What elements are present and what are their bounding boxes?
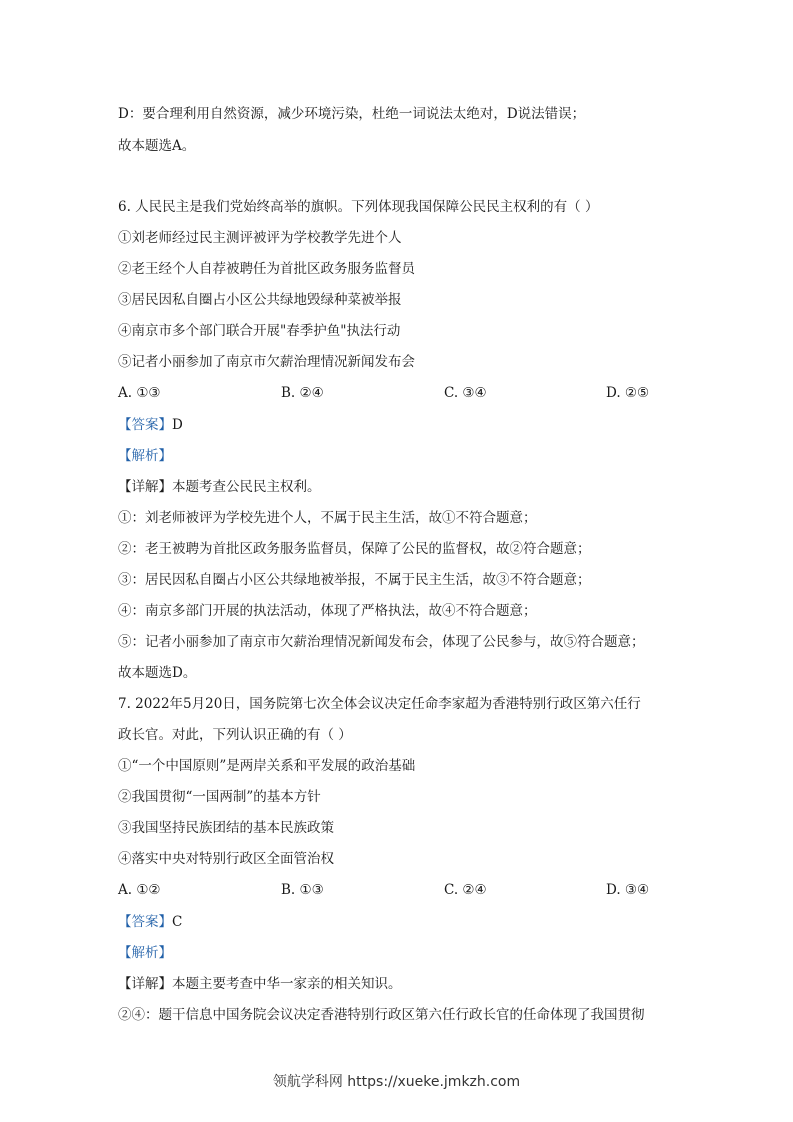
question-6-explanation-4: ④：南京多部门开展的执法活动，体现了严格执法，故④不符合题意；: [118, 603, 537, 619]
option-c: C. ③④: [444, 385, 487, 401]
detail-intro: 本题主要考查中华一家亲的相关知识。: [172, 976, 402, 992]
option-b: B. ②④: [281, 385, 324, 401]
conclusion-line: 故本题选A。: [118, 138, 196, 154]
question-6-analysis-tag: [118, 446, 713, 466]
question-6-item-4: ④南京市多个部门联合开展"春季护鱼"执法行动: [118, 323, 401, 339]
analysis-tag: 【解析】: [118, 448, 172, 464]
analysis-tag: 【解析】: [118, 945, 172, 961]
option-d-explanation: D：要合理利用自然资源，减少环境污染，杜绝一词说法太绝对，D说法错误；: [118, 106, 586, 122]
question-6-explanation-2: ②：老王被聘为首批区政务服务监督员，保障了公民的监督权，故②符合题意；: [118, 541, 591, 557]
question-7-item-1: ①“一个中国原则”是两岸关系和平发展的政治基础: [118, 758, 416, 774]
question-6-item-1: ①刘老师经过民主测评被评为学校教学先进个人: [118, 230, 402, 246]
question-6-explanation-1: ①：刘老师被评为学校先进个人，不属于民主生活，故①不符合题意；: [118, 510, 537, 526]
option-c: C. ②④: [444, 882, 487, 898]
question-6-item-5: ⑤记者小丽参加了南京市欠薪治理情况新闻发布会: [118, 354, 415, 370]
question-7-item-2: ②我国贯彻“一国两制”的基本方针: [118, 789, 321, 805]
answer-tag: 【答案】: [118, 914, 172, 930]
option-b: B. ①③: [281, 882, 324, 898]
question-6-answer: [118, 415, 713, 435]
question-6-conclusion: 故本题选D。: [118, 665, 197, 681]
question-7-answer: [118, 912, 713, 932]
answer-value: D: [172, 417, 183, 433]
detail-tag: 【详解】: [118, 976, 172, 992]
question-7-stem-line-2: 政长官。对此，下列认识正确的有（ ）: [118, 727, 352, 743]
question-7-stem-line-1: 7. 2022年5月20日，国务院第七次全体会议决定任命李家超为香港特别行政区第六任行: [118, 696, 641, 712]
question-6-explanation-3: ③：居民因私自圈占小区公共绿地被举报，不属于民主生活，故③不符合题意；: [118, 572, 591, 588]
question-6-item-3: ③居民因私自圈占小区公共绿地毁绿种菜被举报: [118, 292, 402, 308]
question-7-analysis-tag: [118, 943, 713, 963]
option-a: A. ①③: [118, 385, 161, 401]
question-7-item-3: ③我国坚持民族团结的基本民族政策: [118, 820, 334, 836]
question-7-item-4: ④落实中央对特别行政区全面管治权: [118, 851, 334, 867]
option-d: D. ②⑤: [606, 385, 650, 401]
question-6-explanation-5: ⑤：记者小丽参加了南京市欠薪治理情况新闻发布会，体现了公民参与，故⑤符合题意；: [118, 634, 645, 650]
question-7-detail: [118, 974, 713, 994]
question-6-stem: 6. 人民民主是我们党始终高举的旗帜。下列体现我国保障公民民主权利的有（ ）: [118, 199, 599, 215]
question-7-explanation-1: ②④：题干信息中国务院会议决定香港特别行政区第六任行政长官的任命体现了我国贯彻: [118, 1007, 645, 1023]
question-6-detail: [118, 477, 713, 497]
answer-tag: 【答案】: [118, 417, 172, 433]
question-6-item-2: ②老王经个人自荐被聘任为首批区政务服务监督员: [118, 261, 415, 277]
page-footer: 领航学科网 https://xueke.jmkzh.com: [272, 1074, 521, 1090]
option-d: D. ③④: [606, 882, 650, 898]
detail-intro: 本题考查公民民主权利。: [172, 479, 321, 495]
answer-value: C: [172, 914, 183, 930]
option-a: A. ①②: [118, 882, 161, 898]
detail-tag: 【详解】: [118, 479, 172, 495]
